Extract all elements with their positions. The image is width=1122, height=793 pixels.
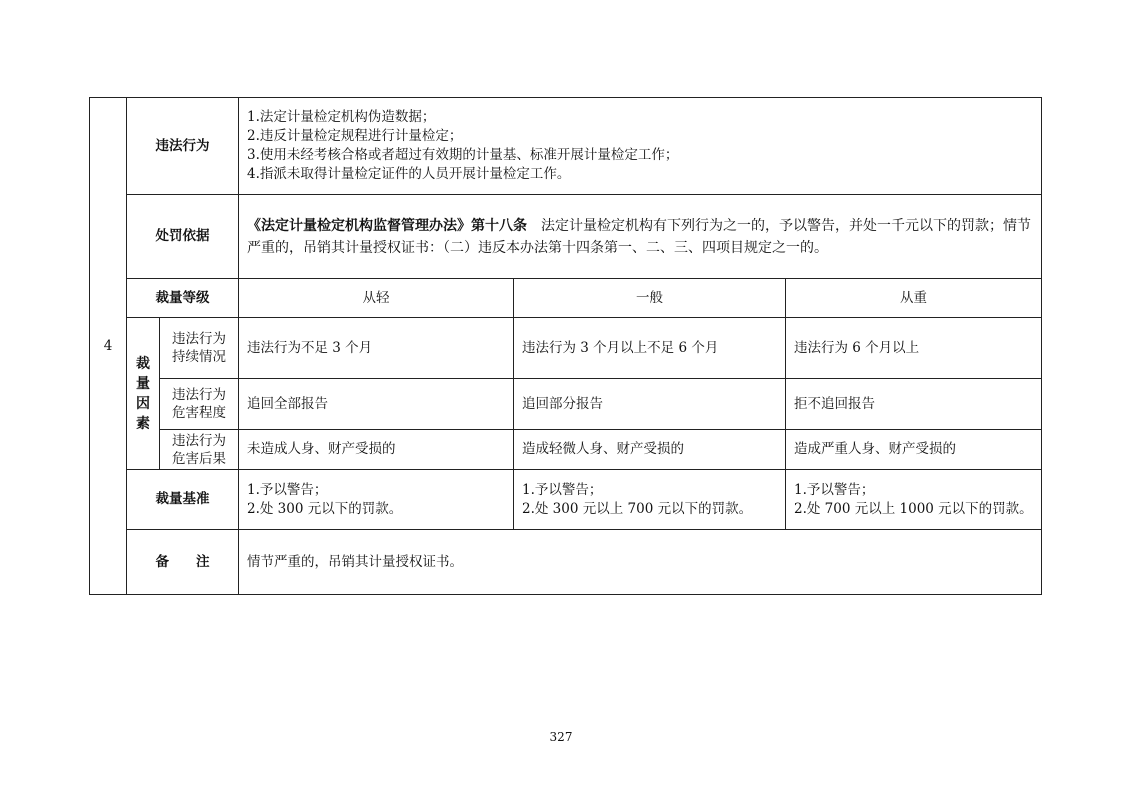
violation-label: 违法行为 bbox=[127, 98, 239, 195]
factor-value: 违法行为不足 3 个月 bbox=[239, 318, 514, 379]
factor-label-line: 违法行为 bbox=[172, 387, 226, 403]
standard-line: 2.处 300 元以上 700 元以下的罚款。 bbox=[522, 500, 753, 517]
factor-char: 裁 bbox=[136, 355, 150, 372]
factor-value: 未造成人身、财产受损的 bbox=[239, 430, 514, 470]
standard-line: 2.处 300 元以下的罚款。 bbox=[247, 500, 403, 517]
item-number: 4 bbox=[103, 337, 113, 354]
basis-title: 《法定计量检定机构监督管理办法》第十八条 bbox=[247, 217, 527, 234]
item-number-cell bbox=[90, 98, 127, 595]
factor-label-line: 违法行为 bbox=[172, 331, 226, 347]
factor-char: 量 bbox=[136, 375, 150, 392]
penalty-discretion-table bbox=[89, 97, 1042, 595]
violation-item: 4.指派未取得计量检定证件的人员开展计量检定工作。 bbox=[247, 166, 571, 182]
violation-item: 3.使用未经考核合格或者超过有效期的计量基、标准开展计量检定工作； bbox=[247, 147, 679, 163]
factor-value: 追回部分报告 bbox=[514, 379, 786, 430]
violation-list bbox=[239, 98, 1042, 195]
remarks-label: 备 注 bbox=[127, 530, 239, 595]
page-number: 327 bbox=[549, 730, 573, 744]
factor-label-line: 危害后果 bbox=[172, 450, 226, 467]
violation-item: 2.违反计量检定规程进行计量检定； bbox=[247, 128, 463, 144]
factor-value: 造成严重人身、财产受损的 bbox=[786, 430, 1042, 470]
factor-label-harm-degree bbox=[160, 379, 239, 430]
factor-label-line: 危害程度 bbox=[172, 405, 226, 421]
standard-label: 裁量基准 bbox=[127, 470, 239, 530]
standard-line: 1.予以警告； bbox=[522, 481, 603, 498]
standard-line: 1.予以警告； bbox=[794, 481, 875, 498]
factor-label-harm-consequence bbox=[160, 430, 239, 470]
standard-line: 1.予以警告； bbox=[247, 481, 328, 498]
standard-line: 2.处 700 元以上 1000 元以下的罚款。 bbox=[794, 500, 1033, 517]
standard-normal bbox=[514, 470, 786, 530]
standard-light bbox=[239, 470, 514, 530]
grade-label: 裁量等级 bbox=[127, 279, 239, 318]
standard-heavy bbox=[786, 470, 1042, 530]
factor-label-duration bbox=[160, 318, 239, 379]
basis-content bbox=[239, 195, 1042, 279]
basis-text: 法定计量检定机构有下列行为之一的，予以警告，并处一千元以下的罚款；情节严重的，吊销其计量授权证书：（二）违反本办法第十四条第一、二、三、四项目规定之一的。 bbox=[247, 217, 1031, 256]
grade-light: 从轻 bbox=[239, 279, 514, 318]
factor-value: 追回全部报告 bbox=[239, 379, 514, 430]
factor-value: 违法行为 3 个月以上不足 6 个月 bbox=[514, 318, 786, 379]
factor-label-line: 持续情况 bbox=[172, 349, 226, 365]
factor-char: 因 bbox=[136, 395, 150, 412]
factor-value: 违法行为 6 个月以上 bbox=[786, 318, 1042, 379]
remarks-text: 情节严重的，吊销其计量授权证书。 bbox=[239, 530, 1042, 595]
basis-label: 处罚依据 bbox=[127, 195, 239, 279]
grade-normal: 一般 bbox=[514, 279, 786, 318]
factor-value: 拒不追回报告 bbox=[786, 379, 1042, 430]
factor-char: 素 bbox=[136, 415, 150, 432]
violation-item: 1.法定计量检定机构伪造数据； bbox=[247, 109, 436, 125]
factor-vertical-label bbox=[127, 318, 160, 470]
factor-label-line: 违法行为 bbox=[172, 432, 226, 449]
grade-heavy: 从重 bbox=[786, 279, 1042, 318]
factor-value: 造成轻微人身、财产受损的 bbox=[514, 430, 786, 470]
